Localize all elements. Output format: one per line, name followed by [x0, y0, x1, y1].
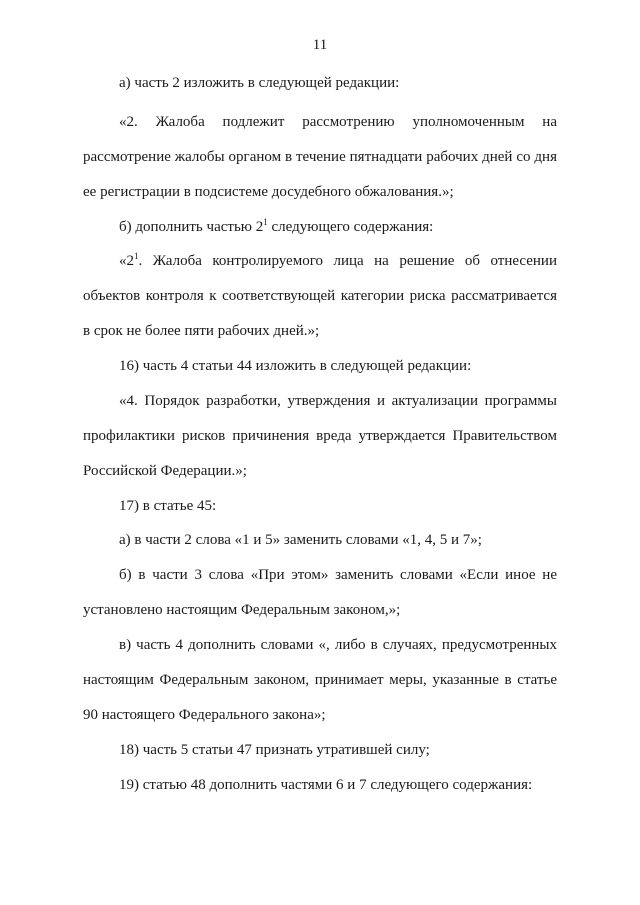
paragraph-complaint-review-term: «2. Жалоба подлежит рассмотрению уполномоченным на рассмотрение жалобы органом в течение пятнадцати рабочих дней со дня ее регистрации в подсистеме досудебного обжалования.»;	[83, 114, 557, 200]
paragraph-text: следующего содержания:	[267, 219, 434, 235]
page-number: 11	[312, 37, 328, 53]
paragraph-part-2-intro: а) часть 2 изложить в следующей редакции:	[119, 75, 400, 91]
paragraph-17-b: б) в части 3 слова «При этом» заменить словами «Если иное не установлено настоящим Федеральным законом,»;	[83, 567, 557, 618]
paragraph-text: б) дополнить частью 2	[119, 219, 264, 235]
paragraph-17-c: в) часть 4 дополнить словами «, либо в случаях, предусмотренных настоящим Федеральным законом, принимает меры, указанные в статье 90 настоящего Федерального закона»;	[83, 637, 557, 723]
superscript: 1	[263, 217, 268, 227]
paragraph-text: . Жалоба контролируемого лица на решение об отнесении объектов контроля к соответствующей категории риска рассматривается в срок не более пяти рабочих дней.»;	[83, 253, 557, 339]
paragraph-add-part-2-1	[83, 210, 557, 245]
paragraph-text: «2	[119, 253, 134, 269]
paragraph-item-16: 16) часть 4 статьи 44 изложить в следующей редакции:	[119, 358, 472, 374]
paragraph-part-2-1-text	[83, 244, 557, 348]
paragraph-prevention-program: «4. Порядок разработки, утверждения и актуализации программы профилактики рисков причинения вреда утверждается Правительством Российской Федерации.»;	[83, 393, 557, 479]
paragraph-item-17: 17) в статье 45:	[119, 498, 217, 514]
paragraph-17-a: а) в части 2 слова «1 и 5» заменить словами «1, 4, 5 и 7»;	[119, 532, 482, 548]
paragraph-item-19: 19) статью 48 дополнить частями 6 и 7 следующего содержания:	[119, 777, 533, 793]
paragraph-item-18: 18) часть 5 статьи 47 признать утратившей силу;	[119, 742, 430, 758]
superscript: 1	[134, 251, 139, 261]
